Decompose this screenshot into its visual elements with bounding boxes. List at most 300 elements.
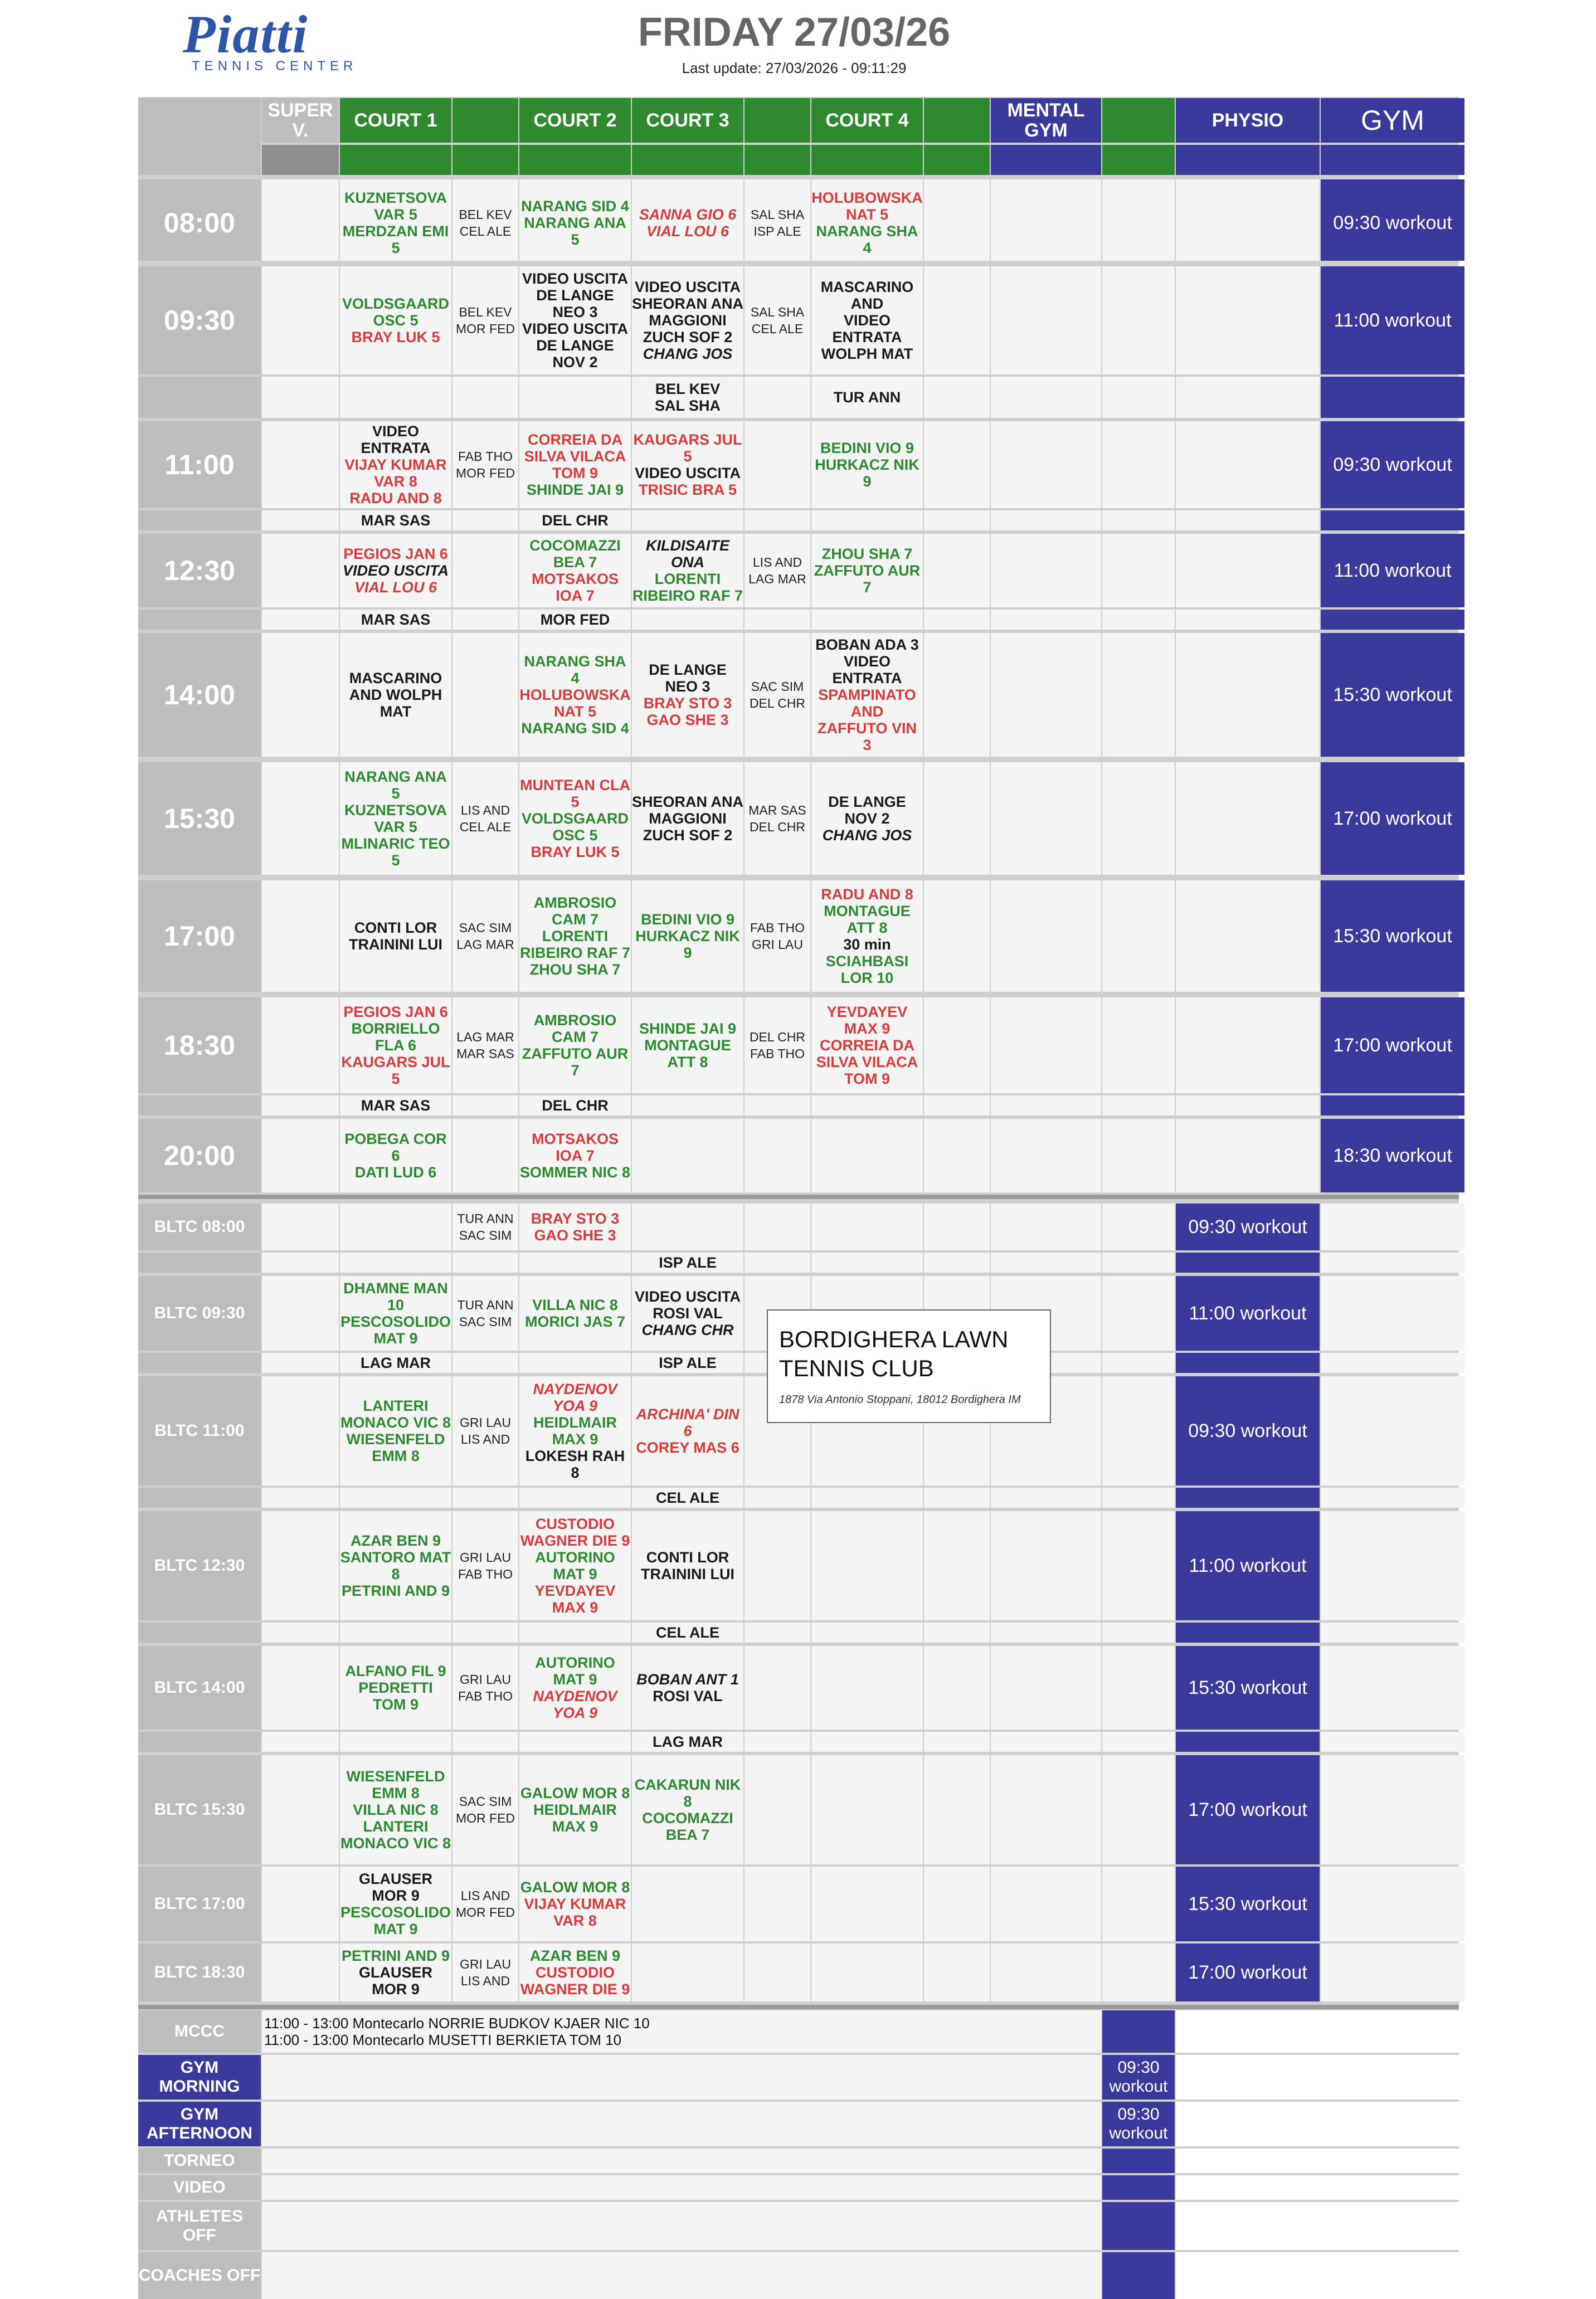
superv-slot: [262, 534, 339, 607]
c10-slot: [1102, 1488, 1175, 1508]
court3-slot[interactable]: [632, 1867, 743, 1941]
player-name: KUZNETSOVA VAR 5: [344, 189, 447, 223]
c10-slot: [1102, 1867, 1175, 1941]
player-name: ALFANO FIL 9: [345, 1663, 446, 1679]
court1-slot[interactable]: [340, 633, 451, 757]
c10-slot: [1102, 421, 1175, 508]
court1-slot[interactable]: [340, 510, 451, 530]
court1-slot[interactable]: [340, 1732, 451, 1752]
superv-slot: [262, 1353, 339, 1373]
court3-slot[interactable]: [632, 1353, 743, 1373]
column-header-physio: [1176, 98, 1320, 143]
player-name: MOR FED: [540, 611, 610, 628]
column-subheader-physio: [1176, 145, 1320, 175]
court1-slot[interactable]: [340, 997, 451, 1093]
court1-slot[interactable]: [340, 534, 451, 607]
court2-slot[interactable]: [519, 880, 631, 992]
c8-slot: [924, 185, 990, 261]
gym-slot: [1321, 1353, 1464, 1373]
superv-slot: [262, 377, 339, 418]
player-name: VIDEO USCITA ROSI VAL: [634, 1288, 741, 1322]
court1-slot[interactable]: [340, 1646, 451, 1730]
coach1-slot: [452, 185, 518, 261]
court2-slot[interactable]: [519, 1488, 631, 1508]
gym-workout: 09:30 workout: [1333, 212, 1452, 233]
c8-slot: [924, 377, 990, 418]
court2-slot[interactable]: [519, 1253, 631, 1273]
court3-slot[interactable]: [632, 1944, 743, 2001]
player-name: RADU AND 8: [349, 490, 442, 506]
coach-name: FAB THO: [458, 1689, 513, 1703]
player-name: MOTSAKOS IOA 7: [531, 1131, 619, 1164]
c10-slot: [1102, 377, 1175, 418]
time-cell: [138, 377, 261, 418]
gym-slot: [1321, 266, 1464, 374]
time-label: BLTC 08:00: [154, 1217, 245, 1236]
player-name: SOMMER NIC 8: [519, 1164, 631, 1181]
coach-name: DEL CHR: [749, 820, 806, 834]
mental-slot: [991, 1755, 1101, 1864]
coach1-slot: [452, 534, 518, 607]
time-cell: [138, 510, 261, 530]
player-name: WIESENFELD EMM 8: [346, 1431, 445, 1464]
footer-label-gym_morning: [138, 2055, 261, 2100]
player-name: DEL CHR: [542, 1097, 609, 1114]
mental-slot: [991, 1867, 1101, 1941]
time-cell: [138, 1623, 261, 1643]
court3-slot[interactable]: [632, 1095, 743, 1116]
court2-slot[interactable]: [519, 610, 631, 630]
court1-slot[interactable]: [340, 1353, 451, 1373]
player-name: NAYDENOV YOA 9: [533, 1381, 617, 1414]
court1-slot[interactable]: [340, 880, 451, 992]
column-header-mental: [991, 98, 1101, 143]
c8-slot: [924, 1867, 990, 1941]
time-label: 14:00: [164, 679, 235, 710]
court1-slot[interactable]: [340, 1755, 451, 1864]
physio-slot: [1176, 1488, 1320, 1508]
court4-slot[interactable]: [811, 1511, 923, 1620]
court2-slot[interactable]: [519, 1119, 631, 1192]
time-label: 08:00: [164, 207, 235, 238]
c8-slot: [924, 1488, 990, 1508]
court2-slot[interactable]: [519, 266, 631, 374]
mental-slot: [991, 1511, 1101, 1620]
mental-slot: [991, 633, 1101, 757]
court4-slot[interactable]: [811, 1755, 923, 1864]
coach1-slot: [452, 1253, 518, 1273]
footer-workout: 09:30 workout: [1109, 2058, 1168, 2096]
player-name: YEVDAYEV MAX 9: [534, 1582, 616, 1616]
coach-name: FAB THO: [458, 1567, 513, 1581]
court2-slot[interactable]: [519, 1095, 631, 1116]
c8-slot: [924, 1944, 990, 2001]
footer-label-gym_afternoon: [138, 2102, 261, 2146]
court1-slot[interactable]: [340, 1944, 451, 2001]
coach-name: SAL SHA: [750, 305, 805, 319]
court2-slot[interactable]: [519, 997, 631, 1093]
mental-slot: [991, 1623, 1101, 1643]
player-name: GLAUSER MOR 9: [358, 1964, 432, 1998]
court4-slot[interactable]: [811, 377, 923, 418]
mental-slot: [991, 421, 1101, 508]
court2-slot[interactable]: [519, 633, 631, 757]
player-name: ZAFFUTO AUR 7: [814, 562, 921, 596]
physio-slot: [1176, 1646, 1320, 1730]
player-name: VIDEO USCITA SHEORAN ANA MAGGIONI ZUCH SOF 2: [632, 279, 743, 345]
column-header-label: MENTAL GYM: [1007, 100, 1085, 141]
player-name: MLINARIC TEO 5: [341, 835, 450, 869]
coach1-slot: [452, 997, 518, 1093]
time-cell: [138, 1119, 261, 1192]
player-name: SANNA GIO 6: [639, 206, 737, 223]
superv-slot: [262, 185, 339, 261]
gym-slot: [1321, 1646, 1464, 1730]
court1-slot[interactable]: [340, 179, 451, 185]
c8-slot: [924, 610, 990, 630]
court1-slot[interactable]: [340, 762, 451, 875]
player-name: GLAUSER MOR 9: [358, 1871, 432, 1904]
player-name: WIESENFELD EMM 8: [346, 1768, 445, 1801]
superv-slot: [262, 1204, 339, 1250]
court1-slot[interactable]: [340, 1119, 451, 1192]
coach-name: SAC SIM: [459, 920, 512, 935]
court1-slot[interactable]: [340, 1488, 451, 1508]
player-name: ROSI VAL: [653, 1688, 723, 1704]
physio-slot: [1176, 179, 1320, 185]
player-name: HOLUBOWSKA NAT 5: [811, 189, 923, 223]
gym-slot: [1321, 1204, 1464, 1250]
court4-slot[interactable]: [811, 1488, 923, 1508]
footer-label-video: [138, 2175, 261, 2200]
court3-slot[interactable]: [632, 185, 743, 261]
gym-slot: [1321, 534, 1464, 607]
court2-slot[interactable]: [519, 1511, 631, 1620]
physio-slot: [1176, 185, 1320, 261]
coach-name: FAB THO: [750, 1046, 805, 1061]
court1-slot[interactable]: [340, 421, 451, 508]
player-name: VIDEO ENTRATA: [361, 423, 431, 456]
mental-slot: [991, 1095, 1101, 1116]
c8-slot: [924, 1253, 990, 1273]
player-name: GALOW MOR 8: [520, 1785, 630, 1801]
court1-slot[interactable]: [340, 1867, 451, 1941]
player-name: MAR SAS: [361, 512, 431, 529]
gym-slot: [1321, 1944, 1464, 2001]
player-name: LAG MAR: [361, 1355, 431, 1371]
player-name: BEDINI VIO 9: [820, 440, 914, 456]
mental-slot: [991, 1119, 1101, 1192]
player-name: CHANG JOS: [643, 345, 733, 362]
physio-slot: [1176, 1119, 1320, 1192]
time-cell: [138, 1511, 261, 1620]
court2-slot[interactable]: [519, 510, 631, 530]
court3-slot[interactable]: [632, 179, 743, 185]
player-name: MASCARINO AND WOLPH MAT: [349, 670, 442, 720]
court2-slot[interactable]: [519, 762, 631, 875]
footer-body-torneo: [262, 2149, 1101, 2173]
player-name: AZAR BEN 9: [529, 1947, 620, 1964]
player-name: BORRIELLO FLA 6: [351, 1020, 440, 1054]
superv-slot: [262, 1755, 339, 1864]
column-header-label: COURT 1: [354, 110, 437, 131]
court2-slot[interactable]: [519, 1646, 631, 1730]
court3-slot[interactable]: [632, 997, 743, 1093]
court4-slot[interactable]: [811, 1944, 923, 2001]
physio-slot: [1176, 1755, 1320, 1864]
player-name: PESCOSOLIDO MAT 9: [340, 1313, 451, 1347]
court3-slot[interactable]: [632, 1119, 743, 1192]
coach-name: MOR FED: [455, 1811, 515, 1825]
player-name: VIAL LOU 6: [646, 223, 729, 240]
physio-slot: [1176, 510, 1320, 530]
court3-slot[interactable]: [632, 1488, 743, 1508]
column-header-court2: [519, 98, 631, 143]
column-subheader-court2: [519, 145, 631, 175]
time-cell: [138, 266, 261, 374]
court2-slot[interactable]: [519, 534, 631, 607]
player-name: MOTSAKOS IOA 7: [531, 571, 619, 604]
player-name: BRAY STO 3: [531, 1210, 620, 1227]
court1-slot[interactable]: [340, 610, 451, 630]
superv-slot: [262, 510, 339, 530]
coach3-slot: [745, 997, 810, 1093]
player-name: GALOW MOR 8: [520, 1879, 630, 1896]
court3-slot[interactable]: [632, 266, 743, 374]
player-name: BOBAN ADA 3: [815, 636, 919, 653]
coach1-slot: [452, 179, 518, 185]
superv-slot: [262, 1511, 339, 1620]
court4-slot[interactable]: [811, 633, 923, 757]
footer-blank: [1176, 2102, 1459, 2146]
court3-slot[interactable]: [632, 1623, 743, 1643]
mental-slot: [991, 1732, 1101, 1752]
footer-workout: 09:30 workout: [1109, 2105, 1168, 2142]
court3-slot[interactable]: [632, 880, 743, 992]
court3-slot[interactable]: [632, 762, 743, 875]
court1-slot[interactable]: [340, 1376, 451, 1485]
footer-body-gym_morning: [262, 2055, 1101, 2100]
time-cell: [138, 534, 261, 607]
player-name: MORICI JAS 7: [524, 1313, 626, 1330]
c10-slot: [1102, 1204, 1175, 1250]
time-label: BLTC 14:00: [154, 1678, 245, 1697]
gym-workout: 09:30 workout: [1333, 454, 1452, 475]
court3-slot[interactable]: [632, 1253, 743, 1273]
last-update: Last update: 27/03/2026 - 09:11:29: [682, 60, 907, 76]
mccc-line: 11:00 - 13:00 Montecarlo MUSETTI BERKIETA TOM 10: [264, 2032, 622, 2048]
mental-slot: [991, 510, 1101, 530]
physio-slot: [1176, 1253, 1320, 1273]
court3-slot[interactable]: [632, 377, 743, 418]
court4-slot[interactable]: [811, 997, 923, 1093]
court4-slot[interactable]: [811, 1623, 923, 1643]
superv-slot: [262, 1119, 339, 1192]
court4-slot[interactable]: [811, 1732, 923, 1752]
physio-workout: 15:30 workout: [1188, 1677, 1307, 1698]
court4-slot[interactable]: [811, 421, 923, 508]
court4-slot[interactable]: [811, 880, 923, 992]
player-name: LOKESH RAH 8: [525, 1448, 625, 1481]
coach-name: LAG MAR: [456, 1030, 514, 1044]
player-name: VIDEO USCITA DE LANGE NOV 2: [522, 320, 628, 371]
footer-side-mccc: [1102, 2010, 1175, 2053]
footer-blank: [1176, 2010, 1459, 2053]
court1-slot[interactable]: [340, 266, 451, 374]
court3-slot[interactable]: [632, 1755, 743, 1864]
court1-slot[interactable]: [340, 1204, 451, 1250]
court4-slot[interactable]: [811, 179, 923, 185]
player-name: NARANG ANA 5: [524, 215, 626, 248]
column-subheader-coach3: [745, 145, 810, 175]
court2-slot[interactable]: [519, 1755, 631, 1864]
physio-slot: [1176, 1204, 1320, 1250]
player-name: NARANG SID 4: [521, 720, 629, 737]
gym-workout: 17:00 workout: [1333, 1035, 1452, 1056]
court1-slot[interactable]: [340, 185, 451, 261]
court3-slot[interactable]: [632, 1276, 743, 1351]
c10-slot: [1102, 185, 1175, 261]
footer-label-athletes_off: [138, 2202, 261, 2250]
court2-slot[interactable]: [519, 1623, 631, 1643]
time-label: BLTC 18:30: [154, 1963, 245, 1981]
mental-slot: [991, 762, 1101, 875]
court4-slot[interactable]: [811, 610, 923, 630]
court4-slot[interactable]: [811, 266, 923, 374]
player-name: ISP ALE: [659, 1254, 717, 1271]
court1-slot[interactable]: [340, 1276, 451, 1351]
court4-slot[interactable]: [811, 1253, 923, 1273]
court2-slot[interactable]: [519, 1276, 631, 1351]
footer-blank: [1176, 2055, 1459, 2100]
court4-slot[interactable]: [811, 1095, 923, 1116]
section-divider: [138, 1195, 1459, 1199]
footer-blank: [1176, 2149, 1459, 2173]
c10-slot: [1102, 1353, 1175, 1373]
court2-slot[interactable]: [519, 1732, 631, 1752]
court3-slot[interactable]: [632, 1376, 743, 1485]
coach1-slot: [452, 1623, 518, 1643]
court2-slot[interactable]: [519, 1204, 631, 1250]
physio-workout: 17:00 workout: [1188, 1962, 1307, 1983]
gym-slot: [1321, 762, 1464, 875]
footer-blank: [1176, 2175, 1459, 2200]
c8-slot: [924, 179, 990, 185]
coach-name: GRI LAU: [459, 1550, 512, 1565]
time-cell: [138, 1276, 261, 1351]
gym-workout: 15:30 workout: [1333, 684, 1452, 705]
court2-slot[interactable]: [519, 179, 631, 185]
time-label: BLTC 12:30: [154, 1556, 245, 1575]
c10-slot: [1102, 1944, 1175, 2001]
physio-slot: [1176, 1511, 1320, 1620]
footer-side-gym_afternoon: [1102, 2102, 1175, 2146]
court2-slot[interactable]: [519, 1376, 631, 1485]
court3-slot[interactable]: [632, 421, 743, 508]
court2-slot[interactable]: [519, 1867, 631, 1941]
court2-slot[interactable]: [519, 1353, 631, 1373]
court3-slot[interactable]: [632, 610, 743, 630]
court2-slot[interactable]: [519, 421, 631, 508]
coach-name: MAR SAS: [456, 1046, 514, 1061]
coach-name: ISP ALE: [753, 224, 801, 238]
gym-slot: [1321, 179, 1464, 185]
player-name: VIJAY KUMAR VAR 8: [344, 456, 447, 490]
gym-slot: [1321, 377, 1464, 418]
player-name: GAO SHE 3: [534, 1227, 616, 1244]
court1-slot[interactable]: [340, 1253, 451, 1273]
coach-name: LAG MAR: [456, 937, 514, 952]
player-name: TUR ANN: [833, 389, 901, 406]
column-subheader-mental: [991, 145, 1101, 175]
court2-slot[interactable]: [519, 1944, 631, 2001]
c8-slot: [924, 421, 990, 508]
player-name: COREY MAS 6: [636, 1439, 739, 1456]
player-name: LANTERI MONACO VIC 8: [340, 1818, 451, 1852]
court3-slot[interactable]: [632, 1204, 743, 1250]
court4-slot[interactable]: [811, 1867, 923, 1941]
physio-slot: [1176, 997, 1320, 1093]
court3-slot[interactable]: [632, 510, 743, 530]
coach1-slot: [452, 633, 518, 757]
court1-slot[interactable]: [340, 1511, 451, 1620]
court4-slot[interactable]: [811, 185, 923, 261]
mental-slot: [991, 1646, 1101, 1730]
c10-slot: [1102, 179, 1175, 185]
footer-label-text: ATHLETES OFF: [155, 2207, 244, 2244]
player-name: KUZNETSOVA VAR 5: [344, 802, 447, 835]
coach1-slot: [452, 1755, 518, 1864]
column-header-superv: [262, 98, 339, 143]
physio-slot: [1176, 1276, 1320, 1351]
court4-slot[interactable]: [811, 510, 923, 530]
court3-slot[interactable]: [632, 534, 743, 607]
court3-slot[interactable]: [632, 1732, 743, 1752]
time-cell: [138, 1488, 261, 1508]
court3-slot[interactable]: [632, 1511, 743, 1620]
court1-slot[interactable]: [340, 1095, 451, 1116]
coach3-slot: [745, 421, 810, 508]
court2-slot[interactable]: [519, 377, 631, 418]
court1-slot[interactable]: [340, 1623, 451, 1643]
coach3-slot: [745, 1732, 810, 1752]
court4-slot[interactable]: [811, 1204, 923, 1250]
court3-slot[interactable]: [632, 1646, 743, 1730]
court3-slot[interactable]: [632, 633, 743, 757]
superv-slot: [262, 1253, 339, 1273]
physio-slot: [1176, 1095, 1320, 1116]
footer-blank: [1176, 2202, 1459, 2250]
player-name: PETRINI AND 9: [341, 1947, 450, 1964]
court4-slot[interactable]: [811, 1646, 923, 1730]
superv-slot: [262, 1732, 339, 1752]
time-label: 11:00: [164, 449, 235, 480]
player-name: CUSTODIO WAGNER DIE 9: [520, 1964, 630, 1998]
court2-slot[interactable]: [519, 185, 631, 261]
time-cell: [138, 421, 261, 508]
court1-slot[interactable]: [340, 377, 451, 418]
court4-slot[interactable]: [811, 1119, 923, 1192]
superv-slot: [262, 1944, 339, 2001]
player-name: ARCHINA' DIN 6: [636, 1406, 739, 1439]
player-name: MERDZAN EMI 5: [342, 223, 449, 256]
court4-slot[interactable]: [811, 534, 923, 607]
player-name: VIDEO USCITA DE LANGE NEO 3: [522, 270, 628, 320]
superv-slot: [262, 1867, 339, 1941]
player-name: CHANG CHR: [641, 1322, 734, 1338]
physio-workout: 09:30 workout: [1188, 1420, 1307, 1441]
court4-slot[interactable]: [811, 762, 923, 875]
